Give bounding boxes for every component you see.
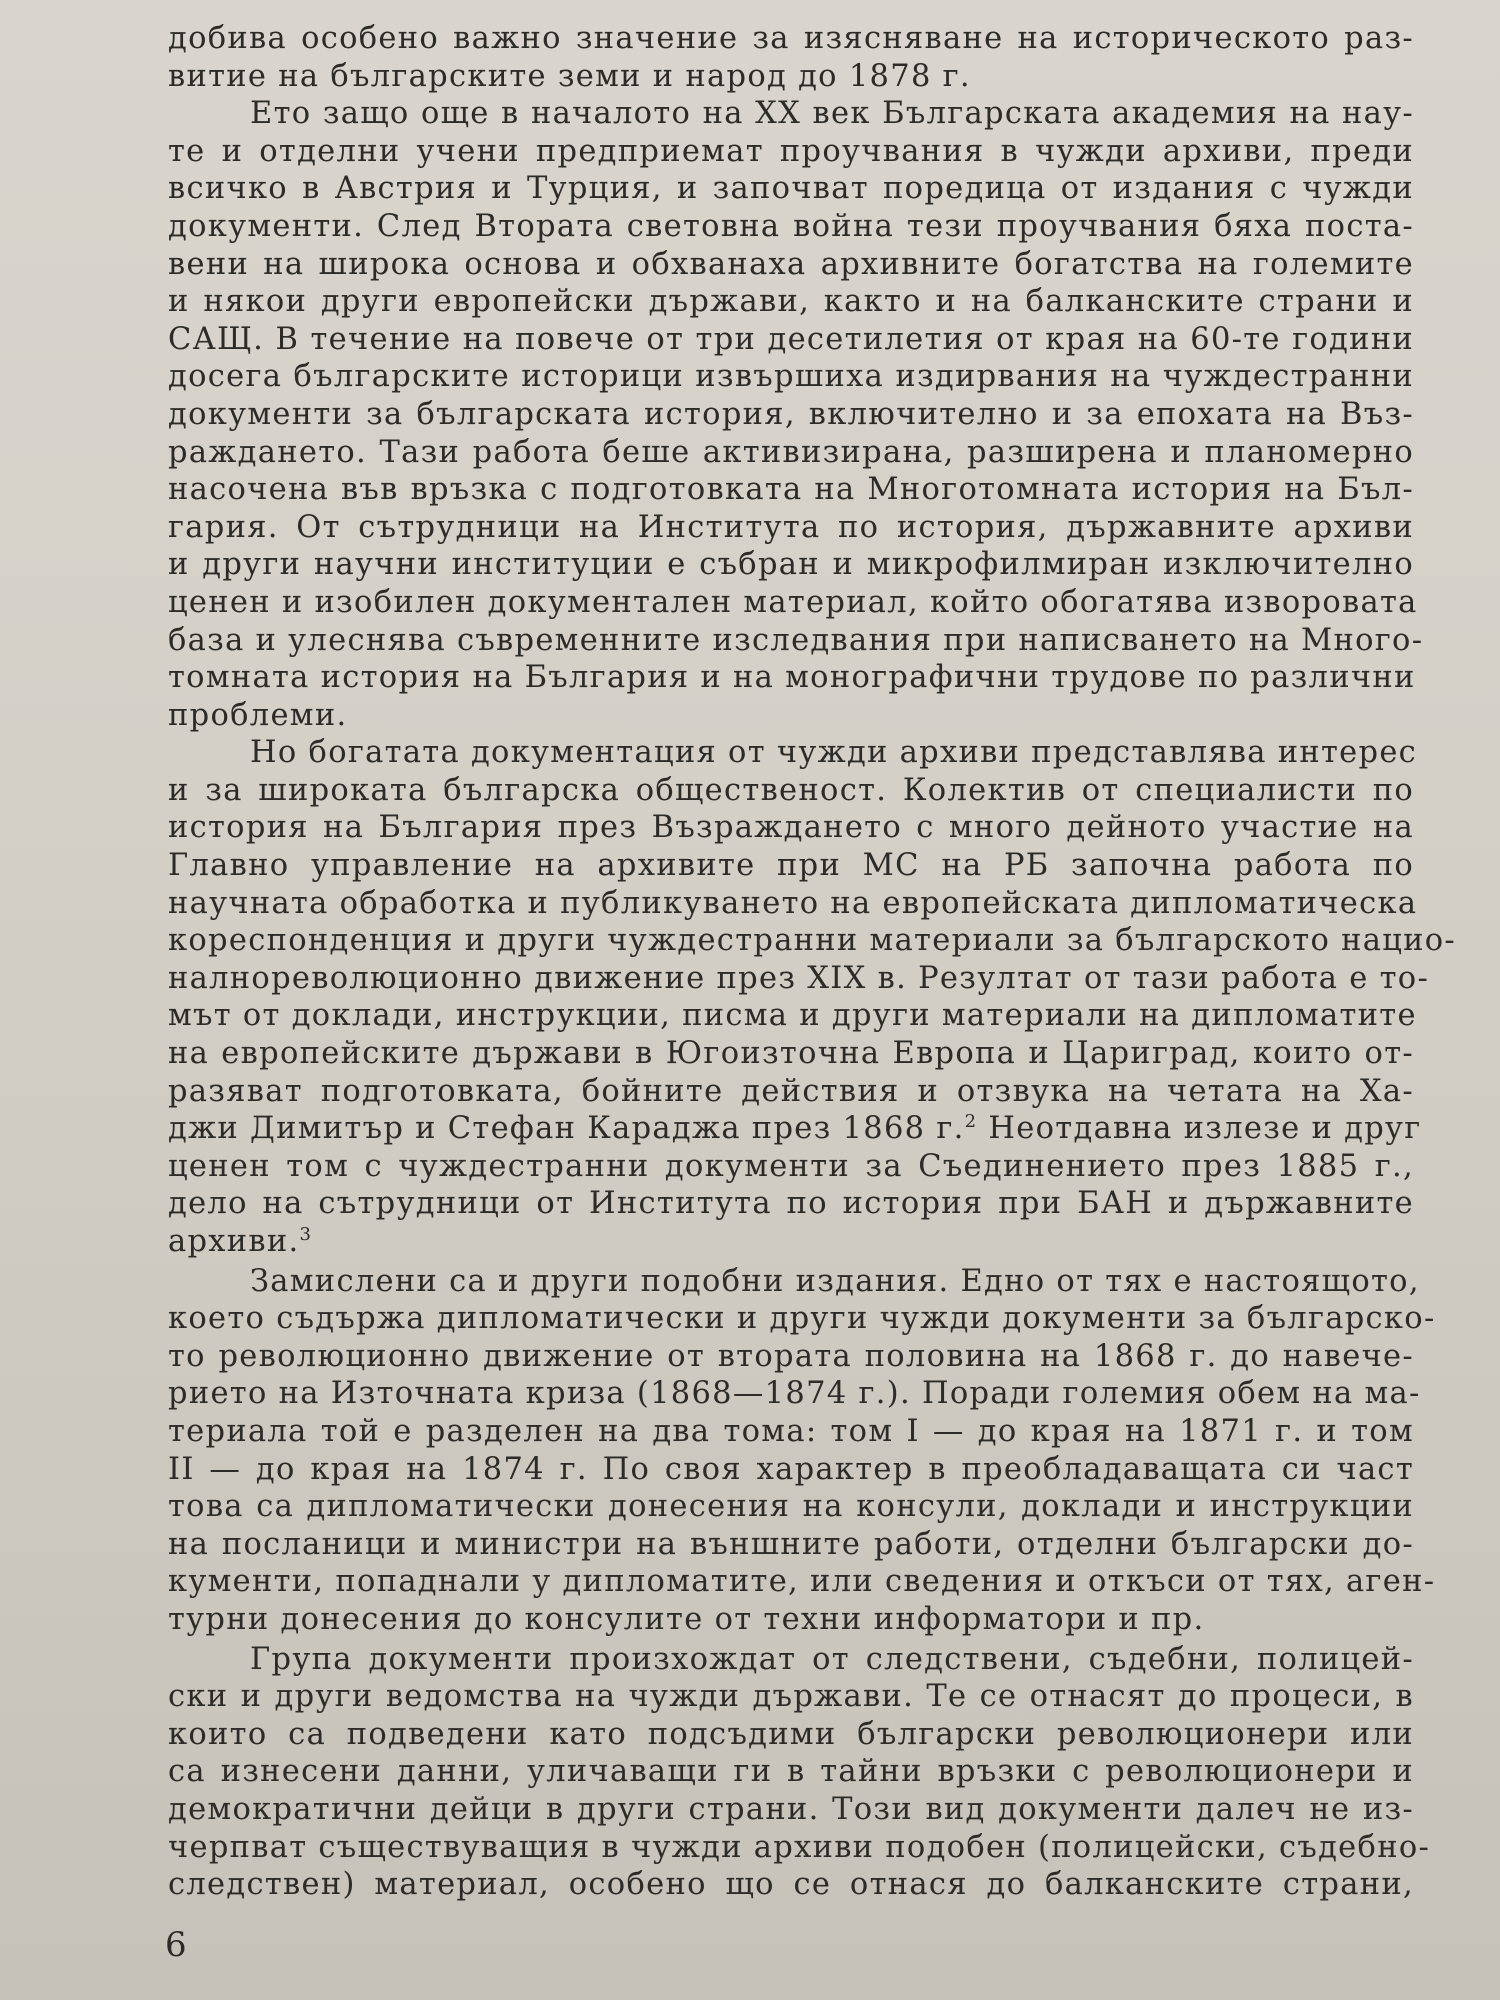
text-line: ценен том с чуждестранни документи за Съединението през 1885 г., [168,1148,1414,1184]
text-line: всичко в Австрия и Турция, и започват поредица от издания с чужди [168,171,1414,207]
text-line: и някои други европейски държави, както и на балканските страни и [168,284,1414,320]
text-line: научната обработка и публикуването на европейската дипломатическа [168,885,1418,921]
text-line: ценен и изобилен документален материал, който обогатява изворовата [168,584,1418,620]
page-number: 6 [165,1925,187,1965]
text-line: вени на широка основа и обхванаха архивните богатства на големите [168,246,1414,282]
text-line: разяват подготовката, бойните действия и отзвука на четата на Ха- [168,1073,1414,1109]
text-line: ски и други ведомства на чужди държави. Те се отнасят до процеси, в [168,1679,1414,1715]
paragraph-1 [168,20,1414,95]
paragraph-2 [168,95,1424,734]
footnote-mark: 3 [299,1223,313,1245]
text-line: Главно управление на архивите при МС на РБ започна работа по [168,848,1414,884]
paragraph-4 [168,1263,1436,1639]
text-line [168,1223,1414,1261]
text-line: които са подведени като подсъдими български революционери или [168,1716,1414,1752]
paragraph-5 [168,1641,1431,1904]
text-line: са изнесени данни, уличаващи ги в тайни връзки с революционери и [168,1754,1414,1790]
text-line: и други научни институции е събран и микрофилмиран изключително [168,547,1414,583]
text-line: Но богатата документация от чужди архиви представлява интерес [250,735,1418,771]
text-line: налнореволюционно движение през XIX в. Резултат от тази работа е то- [168,960,1430,996]
text-line: добива особено важно значение за изясняване на историческото раз- [168,21,1414,56]
text-segment: архиви. [168,1224,300,1259]
text-line: Замислени са и други подобни издания. Едно от тях е настоящото, [250,1263,1420,1299]
text-line: на европейските държави в Югоизточна Европа и Цариград, които от- [168,1036,1414,1072]
text-line: II — до края на 1874 г. По своя характер в преобладаващата си част [168,1451,1414,1487]
text-line: на посланици и министри на външните работи, отделни български до- [168,1526,1414,1562]
body-text [168,20,1457,1904]
text-segment: джи Димитър и Стефан Караджа през 1868 г. [168,1111,965,1147]
text-segment: Неотдавна излезе и друг [977,1111,1422,1147]
text-line: дело на сътрудници от Института по история при БАН и държавните [168,1186,1414,1222]
text-line: Ето защо още в началото на XX век Българската академия на нау- [250,96,1414,132]
text-line: документи за българската история, включително и за епохата на Въз- [168,396,1414,432]
text-line: документи. След Втората световна война тези проучвания бяха поста- [168,208,1414,244]
text-line: история на България през Възраждането с много дейното участие на [168,810,1414,846]
footnote-mark: 2 [964,1111,978,1133]
text-line: насочена във връзка с подготовката на Многотомната история на Бъл- [168,472,1414,508]
text-line: рието на Източната криза (1868—1874 г.). Поради големия обем на ма- [168,1376,1421,1412]
text-line: турни донесения до консулите от техни информатори и пр. [168,1601,1205,1637]
text-line: то революционно движение от втората половина на 1868 г. до навече- [168,1338,1414,1374]
text-line: САЩ. В течение на повече от три десетилетия от края на 60-те години [168,321,1414,357]
text-line: Група документи произхождат от следствени, съдебни, полицей- [250,1641,1414,1677]
text-line: раждането. Тази работа беше активизирана, разширена и планомерно [168,434,1414,470]
text-line: гария. От сътрудници на Института по история, държавните архиви [168,509,1414,545]
text-line: проблеми. [168,697,348,733]
text-line [168,1110,1422,1148]
text-line: те и отделни учени предприемат проучвания в чужди архиви, преди [168,133,1414,169]
text-line: кореспонденция и други чуждестранни материали за българското нацио- [168,923,1457,959]
text-line: и за широката българска общественост. Колектив от специалисти по [168,772,1414,808]
text-line: териала той е разделен на два тома: том I — до края на 1871 г. и том [168,1413,1414,1449]
text-line: което съдържа дипломатически и други чужди документи за българско- [168,1301,1436,1337]
text-line: база и улеснява съвременните изследвания при написването на Много- [168,622,1424,658]
text-line: кументи, попаднали у дипломатите, или сведения и откъси от тях, аген- [168,1564,1436,1600]
text-line: томната история на България и на монографични трудове по различни [168,660,1416,696]
text-line: това са дипломатически донесения на консули, доклади и инструкции [168,1489,1414,1525]
text-line: досега българските историци извършиха издирвания на чуждестранни [168,359,1414,395]
text-line: демократични дейци в други страни. Този вид документи далеч не из- [168,1791,1414,1827]
text-line: следствен) материал, особено що се отнася до балканските страни, [168,1867,1414,1903]
paragraph-3 [168,734,1457,1260]
text-line: витие на българските земи и народ до 1878 г. [168,58,971,94]
text-line: черпват съществуващия в чужди архиви подобен (полицейски, съдебно- [168,1829,1431,1865]
text-line: мът от доклади, инструкции, писма и други материали на дипломатите [168,998,1417,1034]
